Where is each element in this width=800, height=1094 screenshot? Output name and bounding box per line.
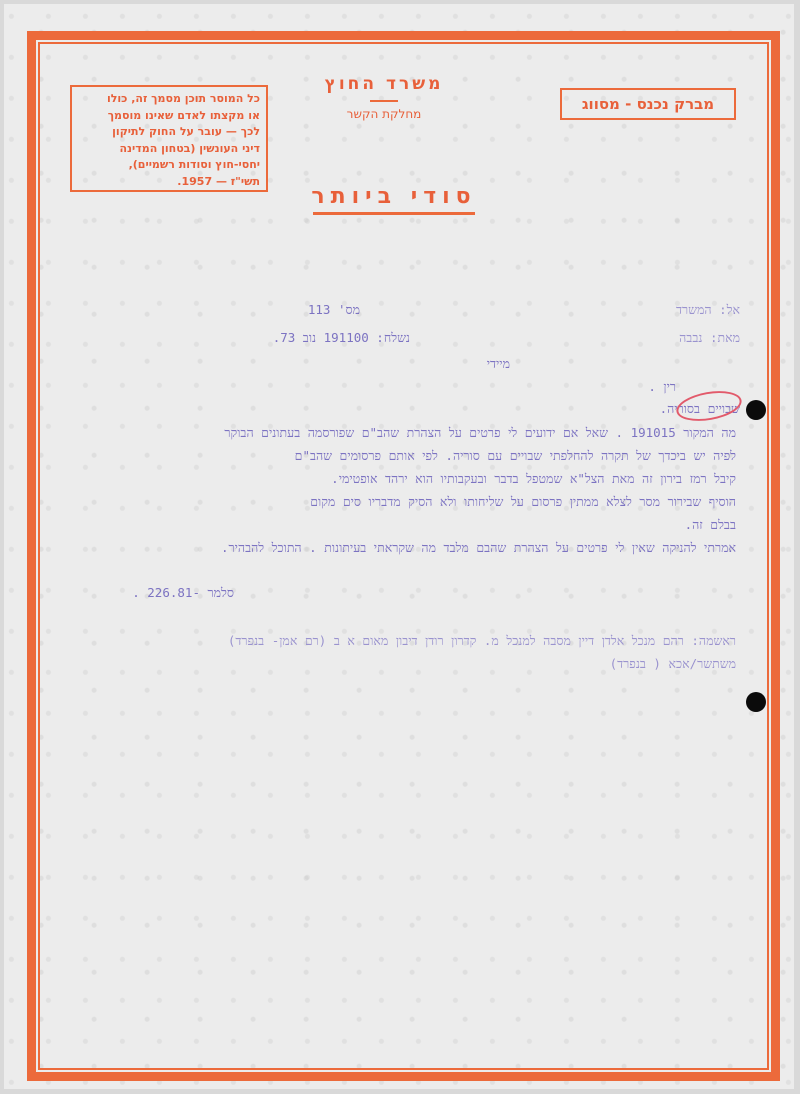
- recipient: רין .: [648, 379, 676, 394]
- ministry-name: משרד החוץ: [324, 74, 444, 94]
- distribution-line: ראשמה: רהם מנכל אלדן דיין מסבה למנכל מ. קדרון רודן דיבון מאום א ב (רם אמן- בנפרד): [227, 633, 736, 648]
- ministry-header: [294, 74, 474, 121]
- priority: מיידי: [486, 356, 510, 371]
- subject: שבויים בסוריה.: [659, 401, 740, 416]
- warning-line: דיני העונשין (בטחון המדינה: [119, 141, 260, 155]
- warning-line: לכך — עובר על החוק לתיקון: [112, 125, 260, 138]
- classification-text: סודי ביותר: [311, 184, 477, 209]
- cable-type-stamp: מברק נכנס - מסווג: [560, 88, 736, 120]
- classification-underline: [313, 212, 475, 215]
- body-line: מה המקור 191015 . שאל אם ידועים לי פרטים על הצהרת שהב"ם שפורסמה בעתונים הבוקר: [224, 425, 736, 440]
- body-line: אמרתי להניקה שאין לי פרטים על הצהרת שהבם מלבד מה שקראתי בעיתונות . התוכל להבהיר.: [220, 540, 736, 555]
- classification-title: [304, 184, 484, 215]
- from-line: מאת: נבבה: [679, 330, 740, 345]
- warning-line: יחסי-חוץ וסודות רשמיים),: [128, 158, 260, 171]
- warning-line: תשי"ז — 1957.: [177, 174, 260, 188]
- department-name: מחלקת הקשר: [346, 107, 422, 121]
- warning-line: כל המוסר תוכן מסמך זה, כולו: [106, 92, 260, 105]
- body-line: הוסיף שבירור מסר לצלא ממתין פרסום על שליחותו ולא הסיק מדבריו סים מקום: [310, 494, 736, 509]
- document-page: [4, 4, 794, 1089]
- cable-number: מס' 113: [307, 302, 360, 317]
- sent-line: נשלח: 191100 נוב 73.: [272, 330, 410, 345]
- legal-warning-box: [70, 85, 268, 192]
- to-line: אל: המשרד: [675, 302, 740, 317]
- punch-hole: [746, 692, 766, 712]
- body-line: לפיה יש ביכדך של תקרה להחלפתי שבויים עם סוריה. לפי אותם פרסומים שהב"ם: [294, 448, 736, 463]
- signature: סלמר -226.81 .: [132, 585, 234, 600]
- body-line: קיבל רמז בירון זה מאת הצל"א שמטפל בדבר ובעקבותיו הוא ירהד אופטימי.: [331, 471, 736, 486]
- body-line: בבלם זה.: [684, 517, 736, 532]
- punch-hole: [746, 400, 766, 420]
- warning-line: או מקצתו לאדם שאינו מוסמך: [107, 108, 260, 122]
- distribution-line: משתשר/אכא ( בנפרד): [609, 656, 736, 671]
- ministry-divider: [370, 100, 398, 102]
